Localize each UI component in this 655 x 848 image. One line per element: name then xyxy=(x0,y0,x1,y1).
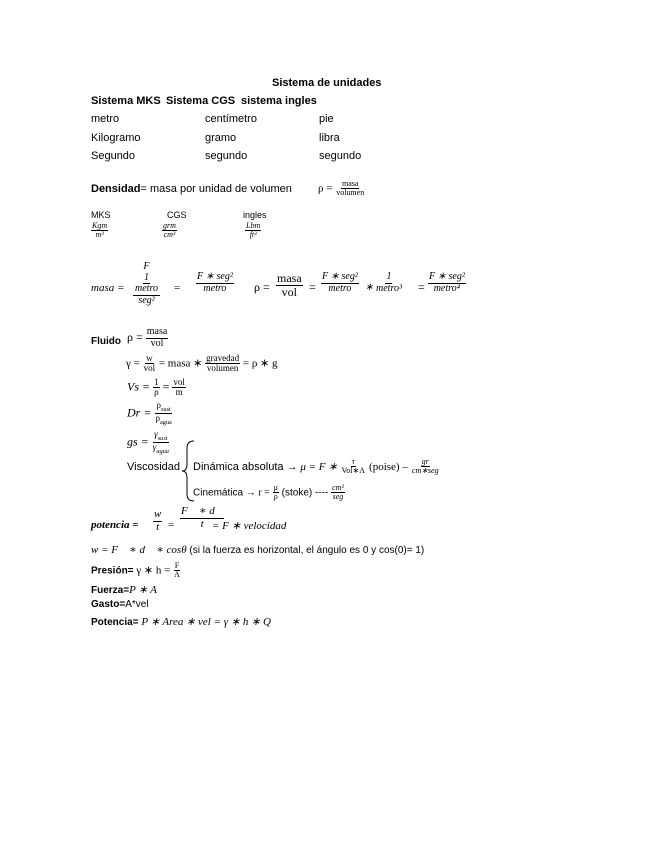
dr-equation xyxy=(127,401,173,427)
viscosidad-poise: (poise) – xyxy=(369,460,408,473)
viscosidad-vol-a: Vol∗A xyxy=(341,466,365,476)
unit-cgs-time: segundo xyxy=(205,150,248,162)
vs-m: m xyxy=(175,387,183,398)
potencia-eq: = xyxy=(168,519,175,531)
gamma-volumen: volumen xyxy=(206,363,239,374)
work-note: (si la fuerza es horizontal, el ángulo es 0 y cos(0)= 1) xyxy=(186,545,425,556)
viscosidad-tau: τ xyxy=(351,457,355,466)
gamma-w: w xyxy=(146,353,153,363)
viscosidad-seg: seg xyxy=(332,492,344,502)
masa-eq2: = xyxy=(309,280,316,294)
potencia-lhs: potencia = xyxy=(91,519,139,531)
unit-ingles-length: pie xyxy=(319,113,334,125)
fuerza-line xyxy=(91,583,157,596)
density-unit-mks xyxy=(91,222,108,240)
fuerza-label: Fuerza= xyxy=(91,585,130,596)
masa-metro2: metro xyxy=(203,282,227,294)
potencia-fd: F⃗ ∗ d⃗ xyxy=(181,505,224,517)
potencia-rhs: = F ∗ velocidad xyxy=(212,520,287,532)
viscosidad-gr: gr xyxy=(421,457,429,466)
potencia2-expr: P ∗ Area ∗ vel = γ ∗ h ∗ Q xyxy=(141,616,271,628)
density-unit-ingles-den: ft³ xyxy=(249,230,257,240)
header-ingles: sistema ingles xyxy=(241,95,317,107)
densidad-definition: = masa por unidad de volumen xyxy=(140,183,292,195)
vs-eq: = xyxy=(162,379,170,394)
masa-eq1: = xyxy=(174,282,181,294)
density-unit-ingles-num: Lbm xyxy=(246,221,261,230)
masa-seg2: seg² xyxy=(138,294,155,306)
vs-vol: vol xyxy=(173,377,185,387)
viscosidad-cinematica: Cinemática xyxy=(193,487,244,499)
densidad-num: masa xyxy=(341,179,359,188)
unit-cgs-mass: gramo xyxy=(205,132,237,144)
potencia2-label: Potencia= xyxy=(91,617,139,628)
densidad-label: Densidad xyxy=(91,183,141,195)
dr-den-sub: agua xyxy=(159,419,172,427)
density-unit-ingles xyxy=(245,222,261,240)
masa-one2: 1 xyxy=(386,271,392,282)
vs-one: 1 xyxy=(154,377,159,387)
gasto-label: Gasto= xyxy=(91,599,126,610)
gamma-rhs: = ρ ∗ g xyxy=(242,357,278,370)
masa-frac2 xyxy=(196,272,234,294)
page-title: Sistema de unidades xyxy=(272,77,382,89)
presion-line xyxy=(91,562,181,580)
header-cgs: Sistema CGS xyxy=(166,95,236,107)
unit-mks-mass: Kilogramo xyxy=(91,132,141,144)
dr-lhs: Dr = xyxy=(127,405,152,420)
dr-num: ρ xyxy=(156,400,161,410)
vs-equation xyxy=(127,378,186,398)
density-unit-cgs-den: cm³ xyxy=(163,230,176,240)
potencia-t: t xyxy=(156,520,160,533)
viscosidad-label: Viscosidad xyxy=(127,461,180,473)
dr-num-sub: sust xyxy=(160,405,171,413)
masa-lhs: masa = xyxy=(91,282,125,294)
unit-ingles-time: segundo xyxy=(319,150,362,162)
masa-fseg2b: F ∗ seg² xyxy=(322,271,358,282)
viscosidad-arrow2: → r = xyxy=(245,487,270,499)
masa-one: 1 xyxy=(143,271,149,283)
dr-den: ρ xyxy=(155,413,160,424)
masa-fseg2: F ∗ seg² xyxy=(197,271,233,282)
gasto-expr: A*vel xyxy=(125,599,149,610)
presion-label: Presión= xyxy=(91,565,134,577)
viscosidad-cmseg: cm∗seg xyxy=(411,466,439,476)
density-unit-mks-den: m³ xyxy=(95,230,104,240)
masa-masa: masa xyxy=(277,271,302,285)
gamma-mid: = masa ∗ xyxy=(158,357,203,370)
vs-lhs: Vs = xyxy=(127,379,151,394)
densidad-line xyxy=(91,183,292,195)
viscosidad-rho: ρ xyxy=(273,492,278,502)
unit-mks-time: Segundo xyxy=(91,150,136,162)
masa-metro: metro xyxy=(135,283,158,294)
gamma-grav: gravedad xyxy=(206,353,240,363)
gs-den-sub: agua xyxy=(156,448,169,456)
density-unit-mks-num: Kgm xyxy=(92,221,108,230)
densidad-formula xyxy=(318,180,365,198)
gs-equation xyxy=(127,430,170,456)
densidad-rho: ρ = xyxy=(318,182,333,195)
fuerza-expr: P ∗ A xyxy=(129,584,157,596)
fluido-num: masa xyxy=(146,326,168,337)
fluido-label: Fluido xyxy=(91,336,121,347)
masa-f: F xyxy=(143,261,150,272)
density-unit-cgs-num: grm xyxy=(163,221,176,230)
work-equation: w = F⃗ ∗ d⃗ ∗ cosθ xyxy=(91,544,187,556)
gs-num: γ xyxy=(154,429,158,439)
work-line xyxy=(91,543,424,556)
potencia-w: w xyxy=(154,508,162,520)
gs-lhs: gs = xyxy=(127,434,149,449)
density-unit-ingles-header: ingles xyxy=(243,210,267,220)
presion-expr: γ ∗ h = xyxy=(136,564,171,577)
potencia-t2: t xyxy=(200,517,204,530)
masa-times: ∗ xyxy=(365,282,374,293)
masa-frac-masa-vol xyxy=(276,272,303,298)
gamma-equation xyxy=(126,354,278,374)
density-unit-cgs-header: CGS xyxy=(167,210,187,220)
gs-num-sub: sust xyxy=(157,434,168,442)
presion-num: F xyxy=(174,561,180,570)
masa-eq3: = xyxy=(418,280,425,294)
potencia2-line xyxy=(91,615,271,628)
masa-fseg2c: F ∗ seg² xyxy=(429,271,465,282)
gamma-lhs: γ = xyxy=(126,357,140,370)
masa-complex-fraction xyxy=(133,262,160,306)
unit-mks-length: metro xyxy=(91,113,120,125)
viscosidad-arrow: → μ = F ∗ xyxy=(286,460,338,473)
potencia-frac1 xyxy=(153,509,162,533)
gamma-vol: vol xyxy=(143,363,156,374)
viscosidad-stoke: (stoke) ---- xyxy=(281,487,329,499)
viscosidad-cinematica-line xyxy=(193,484,345,502)
masa-metro4: metro⁴ xyxy=(433,282,461,294)
masa-frac3 xyxy=(321,272,359,294)
unit-cgs-length: centímetro xyxy=(205,113,257,125)
fluido-formula xyxy=(127,327,168,349)
density-unit-mks-header: MKS xyxy=(91,210,111,220)
masa-frac5 xyxy=(428,272,466,294)
vs-rho: ρ xyxy=(154,387,159,398)
header-mks: Sistema MKS xyxy=(91,95,161,107)
masa-metro3: metro xyxy=(328,282,352,294)
viscosidad-dinamica-line xyxy=(193,458,440,476)
gasto-line xyxy=(91,599,149,610)
densidad-den: volumen xyxy=(336,188,365,198)
density-unit-cgs xyxy=(162,222,177,240)
viscosidad-mu: μ xyxy=(273,483,278,492)
gs-den: γ xyxy=(152,442,157,453)
viscosidad-dinamica: Dinámica absoluta xyxy=(193,460,284,473)
fluido-rho: ρ = xyxy=(127,329,143,344)
presion-den: A xyxy=(174,570,180,580)
masa-vol: vol xyxy=(281,284,297,299)
masa-rho-eq: ρ = xyxy=(254,280,270,294)
viscosidad-cm2: cm² xyxy=(332,483,344,492)
fluido-den: vol xyxy=(150,337,164,349)
masa-frac4 xyxy=(375,272,403,294)
masa-metro-cubed: metro³ xyxy=(376,282,402,294)
unit-ingles-mass: libra xyxy=(319,132,340,144)
